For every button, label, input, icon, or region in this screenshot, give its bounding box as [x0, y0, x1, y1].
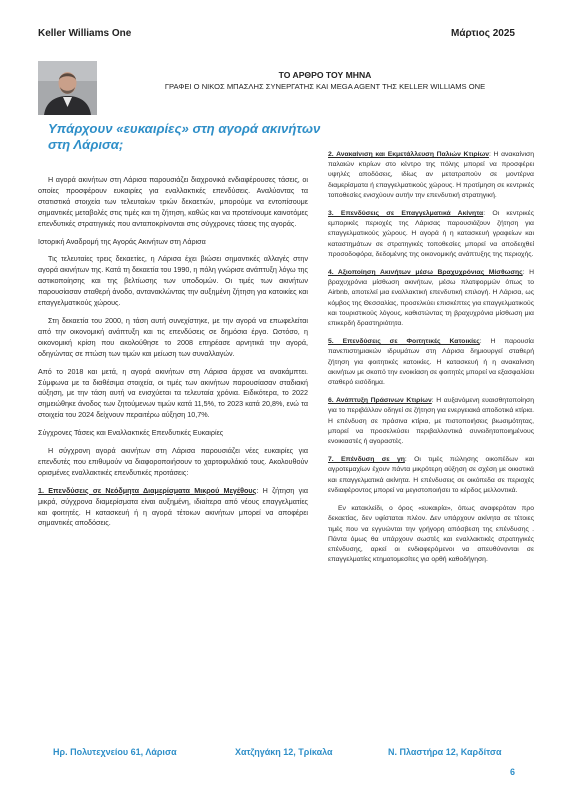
trends-paragraph: Η σύγχρονη αγορά ακινήτων στη Λάρισα παρουσιάζει νέες ευκαιρίες για επενδυτές που επιθυμούν να διαφοροποιήσουν το χαρτοφυλάκιό τους. Ακολουθούν ορισμένες εναλλακτικές επενδυτικές προτάσεις: — [38, 446, 308, 477]
history-heading: Ιστορική Αναδρομή της Αγοράς Ακινήτων στη Λάρισα — [38, 236, 206, 246]
conclusion-paragraph: Εν κατακλείδι, ο όρος «ευκαιρία», όπως αναφερόταν προ δεκαετίας, δεν υφίσταται πλέον. Δεν υπάρχουν ακίνητα σε τέτοιες τιμές που να εγγυώνται την γρήγορη απόσβεση της επένδυσης . Πάντα όμως θα υπάρχουν σωστές και εναλλακτικές στρατηγικές επένδυσης, αρκεί οι ενδιαφερόμενοι να απευθύνονται σε επαγγελματίες κτηματομεσίτες για ορθή καθοδήγηση. — [328, 505, 534, 564]
article-title: Υπάρχουν «ευκαιρίες» στη αγορά ακινήτων στη Λάρισα; — [48, 121, 321, 152]
list-item — [38, 486, 308, 530]
list-item — [328, 209, 534, 260]
history-paragraph-3: Από το 2018 και μετά, η αγορά ακινήτων στη Λάρισα άρχισε να ανακάμπτει. Σύμφωνα με τα διαθέσιμα στοιχεία, οι τιμές των ακινήτων παρουσίασαν σταδιακή αύξηση, με την τάση αυτή να ενισχύεται τα τελευταία χρόνια. Ειδικότερα, το 2022 σημειώθηκε άνοδος των ζητούμενων τιμών κατά 11,5%, το 2023 κατά 20,8%, ενώ τα στοιχεία του 2024 δείχνουν περαιτέρω αύξηση 10,7%. — [38, 366, 308, 420]
list-item — [328, 455, 534, 496]
list-item-text: : Οι τιμές πώλησης οικοπέδων και αγροτεμαχίων έχουν πάντα μικρότερη αύξηση σε σχέση με οικιστικά και επαγγελματικά ακίνητα. Η επένδυσεις σε οικόπεδα σε περιοχές ενδιαφέροντος μπορεί να μεγιστοποιήσει το κέρδος μελλοντικά. — [328, 456, 535, 494]
list-item — [328, 268, 534, 329]
list-item-title: 6. Ανάπτυξη Πράσινων Κτιρίων — [328, 397, 432, 405]
left-column — [38, 175, 308, 537]
author-line: ΓΡΑΦΕΙ Ο ΝΙΚΟΣ ΜΠΑΣΛΗΣ ΣΥΝΕΡΓΑΤΗΣ ΚΑΙ MEGA AGENT ΤΗΣ KELLER WILLIAMS ONE — [164, 82, 486, 91]
trends-heading: Σύγχρονες Τάσεις και Εναλλακτικές Επενδυτικές Ευκαιρίες — [38, 428, 224, 438]
list-item — [328, 396, 534, 447]
list-item-title: 3. Επενδύσεις σε Επαγγελματικά Ακίνητα — [328, 210, 484, 218]
list-item — [328, 150, 534, 201]
list-item-text: : Η ανακαίνιση παλαιών κτιρίων στο κέντρο της πόλης μπορεί να προσφέρει υψηλές αποδόσεις, ιδίως αν μετατραπούν σε μοντέρνα διαμερίσματα ή επαγγελματικούς χώρους. Η προτίμηση σε κεντρικές τοποθεσίες ενισχύουν αυτήν την επενδυτική στρατηγική. — [328, 151, 534, 199]
author-photo — [38, 61, 97, 115]
right-column — [328, 150, 534, 572]
footer-address-karditsa: Ν. Πλαστήρα 12, Καρδίτσα — [388, 747, 502, 757]
list-item-text: : Η παρουσία πανεπιστημιακών ιδρυμάτων στη Λάρισα δημιουργεί σταθερή ζήτηση για φοιτητικές κατοικίες. Η κατασκευή ή η ανακαίνιση ακινήτων με σκοπό την ενοικίαση σε φοιτητές μπορεί να εξασφαλίσει σταθερό εισόδημα. — [328, 338, 534, 387]
list-item-title: 4. Αξιοποίηση Ακινήτων μέσω Βραχυχρόνιας Μίσθωσης — [328, 269, 523, 277]
list-item-text: : Η αυξανόμενη ευαισθητοποίηση για το περιβάλλον οδηγεί σε ζήτηση για ενεργειακά αποδοτικά κτίρια. Η επένδυση σε πράσινα κτίρια, με πιστοποιήσεις βιωσιμότητας, μπορεί να προσελκύσει περιβαλλοντικά συνειδητοποιημένους ενοικιαστές ή αγοραστές. — [328, 397, 534, 446]
issue-date: Μάρτιος 2025 — [451, 28, 515, 39]
history-paragraph-1: Τις τελευταίες τρεις δεκαετίες, η Λάρισα έχει βιώσει σημαντικές αλλαγές στην αγορά ακινήτων της. Κατά τη δεκαετία του 1990, η πόλη γνώρισε ανάπτυξη λόγω της αστικοποίησης και της βελτίωσης των υποδομών. Οι τιμές των ακινήτων παρουσίασαν σταθερή άνοδο, αντανακλώντας την αυξημένη ζήτηση για κατοικίες και επαγγελματικούς χώρους. — [38, 254, 308, 308]
column-title: ΤΟ ΑΡΘΡΟ ΤΟΥ ΜΗΝΑ — [278, 70, 372, 80]
list-item-title: 2. Ανακαίνιση και Εκμετάλλευση Παλιών Κτιρίων — [328, 151, 489, 158]
agency-name: Keller Williams One — [38, 28, 132, 39]
footer-address-larisa: Ηρ. Πολυτεχνείου 61, Λάρισα — [53, 747, 177, 757]
list-item — [328, 337, 534, 388]
list-item-title: 1. Επενδύσεις σε Νεόδμητα Διαμερίσματα Μικρού Μεγέθους — [38, 485, 257, 495]
list-item-text: : Οι κεντρικές εμπορικές περιοχές της Λάρισας παρουσιάζουν ζήτηση για επαγγελματικούς χώρους. Η αγορά ή η κατασκευή γραφείων και καταστημάτων σε στρατηγικές τοποθεσίες μπορεί να αποδειχθεί προσοδοφόρα, δεδομένης της οικονομικής ανάπτυξης της περιοχής. — [328, 210, 534, 258]
page-number: 6 — [509, 767, 515, 777]
list-item-text: : Η ζήτηση για μικρά, σύγχρονα διαμερίσματα είναι αυξημένη, ιδιαίτερα από νέους επαγγελματίες και φοιτητές. Η κατασκευή ή η αγορά τέτοιων ακινήτων μπορεί να αποφέρει σημαντικές αποδόσεις. — [38, 485, 308, 528]
list-item-title: 7. Επένδυση σε γη — [328, 456, 405, 464]
history-paragraph-2: Στη δεκαετία του 2000, η τάση αυτή συνεχίστηκε, με την αγορά να επωφελείται από την οικονομική ανάπτυξη και τις επενδύσεις σε δημόσια έργα. Ωστόσο, η οικονομική κρίση που ακολούθησε το 2008 επηρέασε αρνητικά την αγορά, οδηγώντας σε πτώση των τιμών και μείωση των συναλλαγών. — [38, 315, 308, 358]
list-item-title: 5. Επενδύσεις σε Φοιτητικές Κατοικίες — [328, 338, 480, 346]
footer-address-trikala: Χατζηγάκη 12, Τρίκαλα — [235, 747, 333, 757]
intro-paragraph: Η αγορά ακινήτων στη Λάρισα παρουσιάζει διαχρονικά ενδιαφέρουσες τάσεις, οι οποίες προσφέρουν ευκαιρίες για εναλλακτικές επενδύσεις. Αναλύοντας τα στατιστικά στοιχεία των τελευταίων τριών δεκαετιών, μπορούμε να εντοπίσουμε σημαντικές μεταβολές στις τιμές και τη ζήτηση, καθώς και να προτείνουμε καινοτόμες επενδυτικές στρατηγικές που ανταποκρίνονται στις σύγχρονες τάσεις της αγοράς. — [38, 175, 308, 228]
list-item-text: : Η βραχυχρόνια μίσθωση ακινήτων, μέσω πλατφορμών όπως το Airbnb, αποτελεί μια εναλλακτική επενδυτική επιλογή. Η Λάρισα, ως κόμβος της Θεσσαλίας, προσελκύει επισκέπτες για επαγγελματικούς και τουριστικούς λόγους, καθιστώντας τη βραχυχρόνια μίσθωση μια επικερδή δραστηριότητα. — [328, 269, 534, 328]
